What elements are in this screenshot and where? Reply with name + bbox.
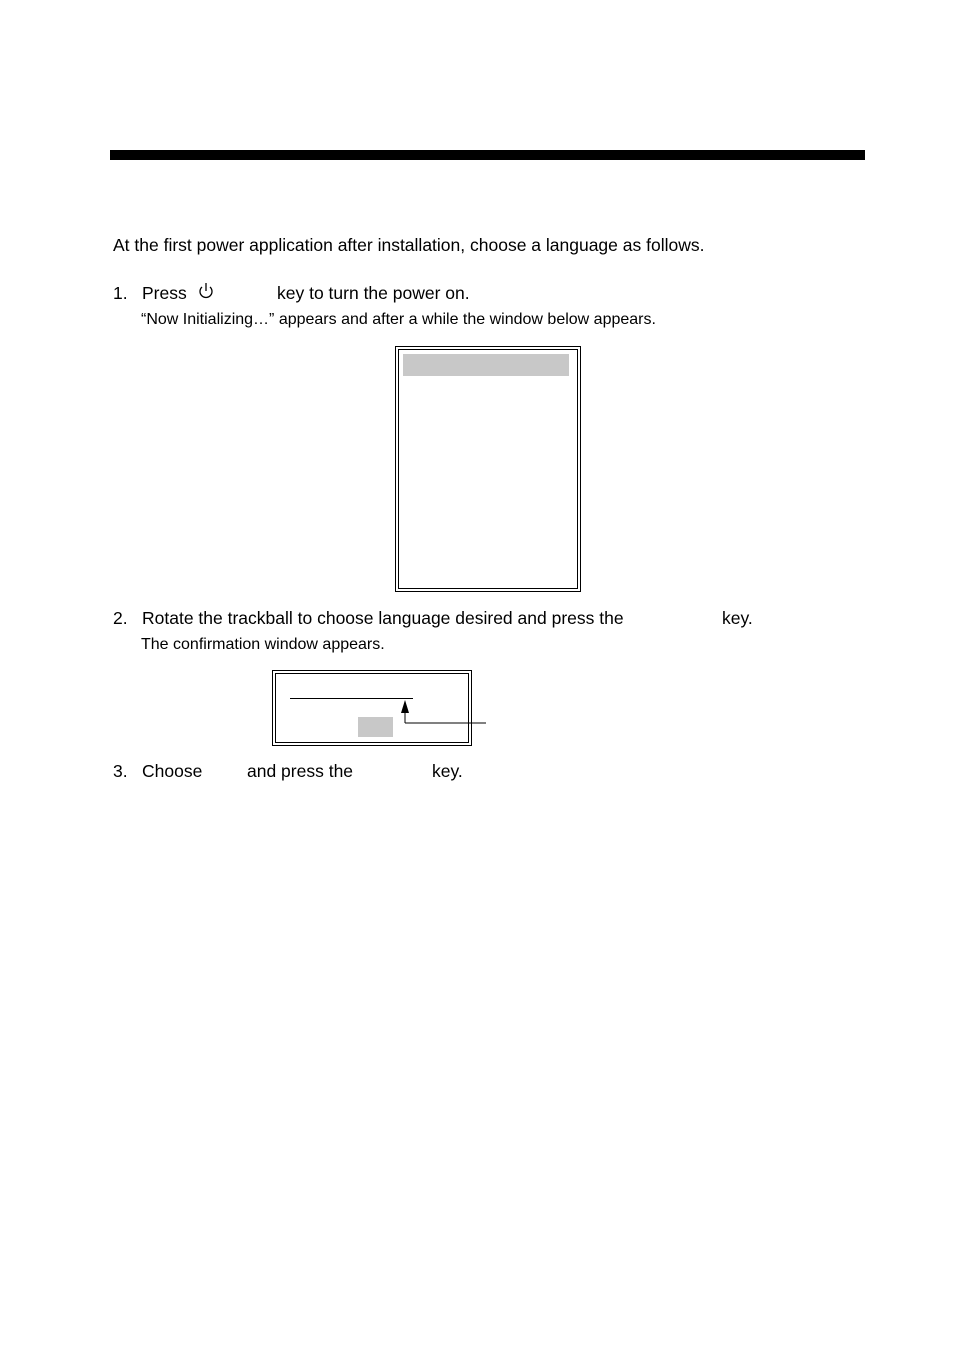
step-2-number: 2. <box>113 608 128 628</box>
confirmation-option-highlight[interactable] <box>358 717 393 737</box>
confirmation-message-underline <box>290 698 413 699</box>
step-3-text-middle: and press the <box>247 761 354 781</box>
intro-text: At the first power application after installation, choose a language as follows. <box>113 235 705 255</box>
step-1-number: 1. <box>113 283 128 303</box>
section-title-rule <box>110 150 865 160</box>
step-3-text: Choose <box>142 761 203 781</box>
power-icon <box>197 281 215 301</box>
step-3-number: 3. <box>113 761 128 781</box>
step-3-text-after-key: key. <box>432 761 463 781</box>
language-window-inner-frame <box>398 349 578 589</box>
step-2-text-after-key: key. <box>722 608 753 628</box>
step-2-note: The confirmation window appears. <box>141 636 385 653</box>
step-1-text-after-key: key to turn the power on. <box>277 283 470 303</box>
step-1-note: “Now Initializing…” appears and after a while the window below appears. <box>141 311 656 328</box>
step-2-text: Rotate the trackball to choose language desired and press the <box>142 608 624 628</box>
step-1-text: Press <box>142 283 187 303</box>
language-window <box>395 346 581 592</box>
callout-arrow <box>396 700 490 726</box>
language-list-highlight[interactable] <box>403 354 569 376</box>
